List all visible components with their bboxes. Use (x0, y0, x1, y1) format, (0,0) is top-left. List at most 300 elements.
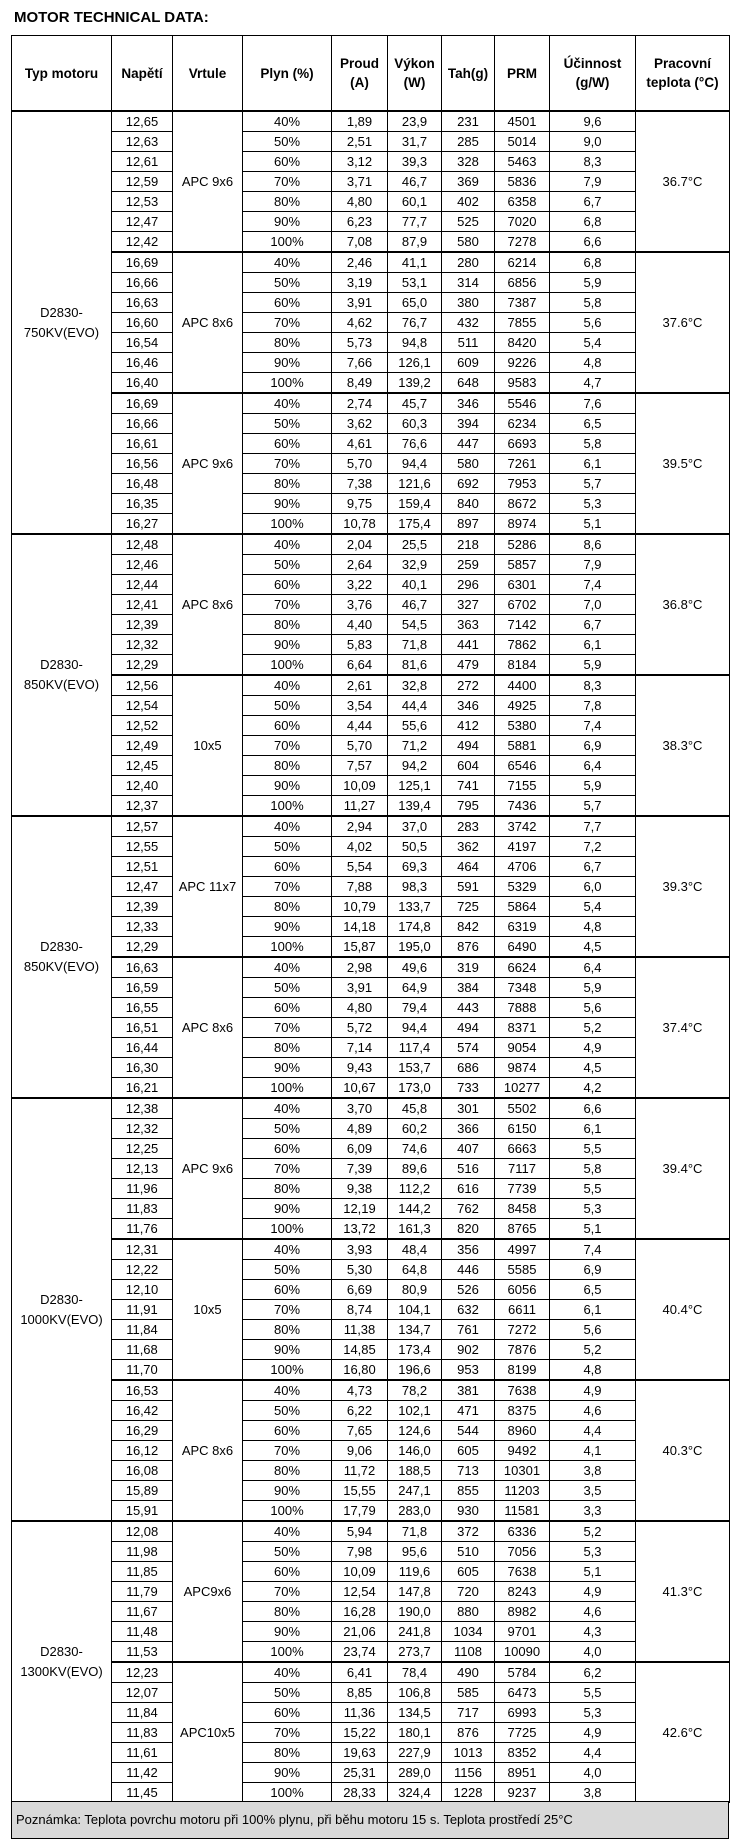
rpm-cell: 4400 (495, 675, 550, 696)
efficiency-cell: 4,0 (550, 1642, 636, 1663)
table-row (12, 393, 730, 414)
thrust-cell: 897 (442, 514, 495, 535)
table-row (12, 1441, 730, 1461)
rpm-cell: 10277 (495, 1078, 550, 1099)
voltage-cell: 12,61 (112, 152, 173, 172)
voltage-cell: 16,51 (112, 1018, 173, 1038)
thrust-cell: 346 (442, 393, 495, 414)
thrust-cell: 441 (442, 635, 495, 655)
thrust-cell: 283 (442, 816, 495, 837)
table-row (12, 534, 730, 555)
power-cell: 76,7 (388, 313, 442, 333)
rpm-cell: 6693 (495, 434, 550, 454)
current-cell: 7,14 (332, 1038, 388, 1058)
header-power: Výkon (W) (388, 36, 442, 112)
efficiency-cell: 5,9 (550, 978, 636, 998)
efficiency-cell: 6,5 (550, 1280, 636, 1300)
thrust-cell: 479 (442, 655, 495, 676)
voltage-cell: 11,84 (112, 1320, 173, 1340)
current-cell: 3,12 (332, 152, 388, 172)
table-row (12, 313, 730, 333)
current-cell: 2,94 (332, 816, 388, 837)
thrust-cell: 733 (442, 1078, 495, 1099)
current-cell: 6,64 (332, 655, 388, 676)
voltage-cell: 11,42 (112, 1763, 173, 1783)
table-row (12, 353, 730, 373)
power-cell: 71,8 (388, 1521, 442, 1542)
current-cell: 5,30 (332, 1260, 388, 1280)
throttle-cell: 40% (243, 1098, 332, 1119)
propeller-cell: APC 8x6 (173, 534, 243, 675)
throttle-cell: 40% (243, 111, 332, 132)
current-cell: 14,85 (332, 1340, 388, 1360)
efficiency-cell: 6,8 (550, 212, 636, 232)
table-row (12, 615, 730, 635)
efficiency-cell: 7,6 (550, 393, 636, 414)
throttle-cell: 50% (243, 555, 332, 575)
power-cell: 273,7 (388, 1642, 442, 1663)
throttle-cell: 100% (243, 1642, 332, 1663)
power-cell: 76,6 (388, 434, 442, 454)
efficiency-cell: 6,6 (550, 1098, 636, 1119)
throttle-cell: 50% (243, 1401, 332, 1421)
table-row (12, 555, 730, 575)
efficiency-cell: 7,4 (550, 575, 636, 595)
power-cell: 37,0 (388, 816, 442, 837)
power-cell: 31,7 (388, 132, 442, 152)
table-body (12, 111, 730, 1803)
efficiency-cell: 7,8 (550, 696, 636, 716)
table-row (12, 474, 730, 494)
thrust-cell: 616 (442, 1179, 495, 1199)
voltage-cell: 11,83 (112, 1723, 173, 1743)
header-efficiency: Účinnost (g/W) (550, 36, 636, 112)
power-cell: 64,9 (388, 978, 442, 998)
voltage-cell: 12,38 (112, 1098, 173, 1119)
current-cell: 4,80 (332, 998, 388, 1018)
current-cell: 3,19 (332, 273, 388, 293)
table-row (12, 414, 730, 434)
motor-type-cell: D2830-1300KV(EVO) (12, 1521, 112, 1803)
power-cell: 79,4 (388, 998, 442, 1018)
rpm-cell: 9237 (495, 1783, 550, 1803)
power-cell: 146,0 (388, 1441, 442, 1461)
rpm-cell: 9701 (495, 1622, 550, 1642)
current-cell: 4,73 (332, 1380, 388, 1401)
efficiency-cell: 5,2 (550, 1340, 636, 1360)
throttle-cell: 100% (243, 1501, 332, 1522)
thrust-cell: 580 (442, 454, 495, 474)
voltage-cell: 11,79 (112, 1582, 173, 1602)
thrust-cell: 930 (442, 1501, 495, 1522)
table-row (12, 1078, 730, 1099)
temperature-cell: 42.6°C (636, 1662, 730, 1803)
current-cell: 4,89 (332, 1119, 388, 1139)
rpm-cell: 7261 (495, 454, 550, 474)
power-cell: 32,9 (388, 555, 442, 575)
efficiency-cell: 4,4 (550, 1421, 636, 1441)
voltage-cell: 11,68 (112, 1340, 173, 1360)
efficiency-cell: 5,5 (550, 1683, 636, 1703)
voltage-cell: 12,47 (112, 877, 173, 897)
voltage-cell: 12,42 (112, 232, 173, 253)
thrust-cell: 394 (442, 414, 495, 434)
throttle-cell: 40% (243, 534, 332, 555)
thrust-cell: 686 (442, 1058, 495, 1078)
efficiency-cell: 6,7 (550, 192, 636, 212)
rpm-cell: 6993 (495, 1703, 550, 1723)
power-cell: 71,2 (388, 736, 442, 756)
temperature-cell: 40.3°C (636, 1380, 730, 1521)
efficiency-cell: 7,4 (550, 716, 636, 736)
voltage-cell: 16,40 (112, 373, 173, 394)
efficiency-cell: 4,7 (550, 373, 636, 394)
current-cell: 28,33 (332, 1783, 388, 1803)
efficiency-cell: 6,1 (550, 454, 636, 474)
current-cell: 5,70 (332, 736, 388, 756)
rpm-cell: 7638 (495, 1562, 550, 1582)
rpm-cell: 6319 (495, 917, 550, 937)
rpm-cell: 6663 (495, 1139, 550, 1159)
table-row (12, 796, 730, 817)
voltage-cell: 15,89 (112, 1481, 173, 1501)
current-cell: 5,54 (332, 857, 388, 877)
thrust-cell: 464 (442, 857, 495, 877)
current-cell: 10,67 (332, 1078, 388, 1099)
efficiency-cell: 6,1 (550, 1119, 636, 1139)
voltage-cell: 12,63 (112, 132, 173, 152)
rpm-cell: 5864 (495, 897, 550, 917)
voltage-cell: 12,08 (112, 1521, 173, 1542)
rpm-cell: 7876 (495, 1340, 550, 1360)
thrust-cell: 605 (442, 1441, 495, 1461)
voltage-cell: 16,53 (112, 1380, 173, 1401)
thrust-cell: 372 (442, 1521, 495, 1542)
propeller-cell: APC 8x6 (173, 1380, 243, 1521)
throttle-cell: 90% (243, 1622, 332, 1642)
thrust-cell: 820 (442, 1219, 495, 1240)
voltage-cell: 12,44 (112, 575, 173, 595)
rpm-cell: 6856 (495, 273, 550, 293)
table-row (12, 1783, 730, 1803)
voltage-cell: 16,35 (112, 494, 173, 514)
voltage-cell: 16,44 (112, 1038, 173, 1058)
voltage-cell: 12,40 (112, 776, 173, 796)
current-cell: 9,75 (332, 494, 388, 514)
efficiency-cell: 5,3 (550, 1542, 636, 1562)
voltage-cell: 12,07 (112, 1683, 173, 1703)
table-row (12, 1421, 730, 1441)
table-row (12, 998, 730, 1018)
table-row (12, 454, 730, 474)
efficiency-cell: 4,2 (550, 1078, 636, 1099)
power-cell: 94,2 (388, 756, 442, 776)
power-cell: 147,8 (388, 1582, 442, 1602)
table-row (12, 1119, 730, 1139)
table-row (12, 1703, 730, 1723)
thrust-cell: 876 (442, 1723, 495, 1743)
current-cell: 7,38 (332, 474, 388, 494)
table-row (12, 1098, 730, 1119)
efficiency-cell: 8,6 (550, 534, 636, 555)
voltage-cell: 16,59 (112, 978, 173, 998)
table-row (12, 696, 730, 716)
efficiency-cell: 4,5 (550, 1058, 636, 1078)
throttle-cell: 70% (243, 595, 332, 615)
rpm-cell: 6702 (495, 595, 550, 615)
throttle-cell: 80% (243, 1743, 332, 1763)
current-cell: 10,09 (332, 1562, 388, 1582)
table-row (12, 816, 730, 837)
table-row (12, 1461, 730, 1481)
propeller-cell: 10x5 (173, 1239, 243, 1380)
thrust-cell: 525 (442, 212, 495, 232)
current-cell: 15,87 (332, 937, 388, 958)
header-temperature: Pracovní teplota (°C) (636, 36, 730, 112)
current-cell: 7,65 (332, 1421, 388, 1441)
motor-type-cell: D2830-850KV(EVO) (12, 534, 112, 816)
thrust-cell: 761 (442, 1320, 495, 1340)
current-cell: 9,06 (332, 1441, 388, 1461)
efficiency-cell: 6,4 (550, 756, 636, 776)
voltage-cell: 16,48 (112, 474, 173, 494)
thrust-cell: 762 (442, 1199, 495, 1219)
efficiency-cell: 5,7 (550, 474, 636, 494)
current-cell: 6,69 (332, 1280, 388, 1300)
header-voltage: Napětí (112, 36, 173, 112)
current-cell: 3,22 (332, 575, 388, 595)
current-cell: 5,73 (332, 333, 388, 353)
rpm-cell: 8974 (495, 514, 550, 535)
throttle-cell: 90% (243, 917, 332, 937)
efficiency-cell: 5,7 (550, 796, 636, 817)
voltage-cell: 11,98 (112, 1542, 173, 1562)
throttle-cell: 60% (243, 1280, 332, 1300)
efficiency-cell: 3,8 (550, 1783, 636, 1803)
throttle-cell: 70% (243, 1723, 332, 1743)
efficiency-cell: 6,8 (550, 252, 636, 273)
table-row (12, 172, 730, 192)
efficiency-cell: 7,9 (550, 172, 636, 192)
current-cell: 3,91 (332, 293, 388, 313)
current-cell: 10,79 (332, 897, 388, 917)
rpm-cell: 10090 (495, 1642, 550, 1663)
temperature-cell: 37.6°C (636, 252, 730, 393)
throttle-cell: 40% (243, 816, 332, 837)
throttle-cell: 60% (243, 1139, 332, 1159)
thrust-cell: 471 (442, 1401, 495, 1421)
temperature-cell: 38.3°C (636, 675, 730, 816)
power-cell: 190,0 (388, 1602, 442, 1622)
thrust-cell: 272 (442, 675, 495, 696)
thrust-cell: 494 (442, 736, 495, 756)
throttle-cell: 100% (243, 232, 332, 253)
table-row (12, 978, 730, 998)
table-row (12, 514, 730, 535)
efficiency-cell: 5,9 (550, 273, 636, 293)
rpm-cell: 9583 (495, 373, 550, 394)
efficiency-cell: 5,3 (550, 494, 636, 514)
voltage-cell: 12,53 (112, 192, 173, 212)
voltage-cell: 16,63 (112, 957, 173, 978)
voltage-cell: 12,52 (112, 716, 173, 736)
efficiency-cell: 5,6 (550, 1320, 636, 1340)
propeller-cell: APC10x5 (173, 1662, 243, 1803)
rpm-cell: 5380 (495, 716, 550, 736)
throttle-cell: 40% (243, 675, 332, 696)
power-cell: 161,3 (388, 1219, 442, 1240)
efficiency-cell: 4,0 (550, 1763, 636, 1783)
rpm-cell: 8371 (495, 1018, 550, 1038)
rpm-cell: 5286 (495, 534, 550, 555)
voltage-cell: 16,66 (112, 414, 173, 434)
efficiency-cell: 6,4 (550, 957, 636, 978)
thrust-cell: 432 (442, 313, 495, 333)
table-row (12, 494, 730, 514)
voltage-cell: 16,08 (112, 1461, 173, 1481)
power-cell: 173,0 (388, 1078, 442, 1099)
table-row (12, 111, 730, 132)
current-cell: 11,27 (332, 796, 388, 817)
thrust-cell: 855 (442, 1481, 495, 1501)
power-cell: 117,4 (388, 1038, 442, 1058)
rpm-cell: 7436 (495, 796, 550, 817)
current-cell: 11,36 (332, 1703, 388, 1723)
efficiency-cell: 5,5 (550, 1139, 636, 1159)
throttle-cell: 70% (243, 877, 332, 897)
rpm-cell: 9874 (495, 1058, 550, 1078)
thrust-cell: 366 (442, 1119, 495, 1139)
thrust-cell: 725 (442, 897, 495, 917)
footnote: Poznámka: Teplota povrchu motoru při 100% plynu, při běhu motoru 15 s. Teplota prostředí 25°C (11, 1801, 729, 1839)
current-cell: 15,55 (332, 1481, 388, 1501)
voltage-cell: 16,21 (112, 1078, 173, 1099)
table-row (12, 1300, 730, 1320)
power-cell: 104,1 (388, 1300, 442, 1320)
throttle-cell: 40% (243, 393, 332, 414)
efficiency-cell: 5,2 (550, 1521, 636, 1542)
thrust-cell: 314 (442, 273, 495, 293)
efficiency-cell: 5,8 (550, 1159, 636, 1179)
rpm-cell: 9226 (495, 353, 550, 373)
header-motor-type: Typ motoru (12, 36, 112, 112)
header-thrust: Tah(g) (442, 36, 495, 112)
voltage-cell: 12,39 (112, 897, 173, 917)
current-cell: 4,61 (332, 434, 388, 454)
table-row (12, 1058, 730, 1078)
throttle-cell: 70% (243, 1300, 332, 1320)
power-cell: 69,3 (388, 857, 442, 877)
current-cell: 4,44 (332, 716, 388, 736)
power-cell: 175,4 (388, 514, 442, 535)
current-cell: 6,09 (332, 1139, 388, 1159)
thrust-cell: 443 (442, 998, 495, 1018)
throttle-cell: 80% (243, 1038, 332, 1058)
propeller-cell: APC 9x6 (173, 1098, 243, 1239)
temperature-cell: 40.4°C (636, 1239, 730, 1380)
efficiency-cell: 5,1 (550, 1562, 636, 1582)
efficiency-cell: 6,0 (550, 877, 636, 897)
throttle-cell: 80% (243, 1461, 332, 1481)
current-cell: 5,83 (332, 635, 388, 655)
throttle-cell: 100% (243, 1783, 332, 1803)
voltage-cell: 16,30 (112, 1058, 173, 1078)
rpm-cell: 6234 (495, 414, 550, 434)
current-cell: 11,38 (332, 1320, 388, 1340)
current-cell: 16,28 (332, 1602, 388, 1622)
table-row (12, 1340, 730, 1360)
rpm-cell: 7278 (495, 232, 550, 253)
efficiency-cell: 5,5 (550, 1179, 636, 1199)
table-row (12, 1199, 730, 1219)
table-row (12, 776, 730, 796)
throttle-cell: 90% (243, 1481, 332, 1501)
efficiency-cell: 5,9 (550, 655, 636, 676)
voltage-cell: 12,32 (112, 635, 173, 655)
motor-type-cell: D2830-850KV(EVO) (12, 816, 112, 1098)
rpm-cell: 8765 (495, 1219, 550, 1240)
voltage-cell: 12,48 (112, 534, 173, 555)
rpm-cell: 8375 (495, 1401, 550, 1421)
thrust-cell: 516 (442, 1159, 495, 1179)
thrust-cell: 585 (442, 1683, 495, 1703)
efficiency-cell: 5,6 (550, 998, 636, 1018)
thrust-cell: 713 (442, 1461, 495, 1481)
throttle-cell: 80% (243, 1602, 332, 1622)
throttle-cell: 100% (243, 514, 332, 535)
throttle-cell: 60% (243, 1421, 332, 1441)
power-cell: 53,1 (388, 273, 442, 293)
throttle-cell: 50% (243, 1683, 332, 1703)
current-cell: 23,74 (332, 1642, 388, 1663)
power-cell: 44,4 (388, 696, 442, 716)
efficiency-cell: 7,4 (550, 1239, 636, 1260)
header-propeller: Vrtule (173, 36, 243, 112)
table-row (12, 917, 730, 937)
rpm-cell: 7855 (495, 313, 550, 333)
current-cell: 6,23 (332, 212, 388, 232)
thrust-cell: 363 (442, 615, 495, 635)
current-cell: 7,39 (332, 1159, 388, 1179)
voltage-cell: 16,12 (112, 1441, 173, 1461)
power-cell: 180,1 (388, 1723, 442, 1743)
power-cell: 71,8 (388, 635, 442, 655)
table-row (12, 1582, 730, 1602)
efficiency-cell: 9,0 (550, 132, 636, 152)
thrust-cell: 231 (442, 111, 495, 132)
voltage-cell: 12,45 (112, 756, 173, 776)
power-cell: 95,6 (388, 1542, 442, 1562)
rpm-cell: 6336 (495, 1521, 550, 1542)
throttle-cell: 90% (243, 1340, 332, 1360)
rpm-cell: 7142 (495, 615, 550, 635)
throttle-cell: 90% (243, 1763, 332, 1783)
current-cell: 2,46 (332, 252, 388, 273)
throttle-cell: 60% (243, 716, 332, 736)
efficiency-cell: 6,7 (550, 615, 636, 635)
efficiency-cell: 4,6 (550, 1602, 636, 1622)
power-cell: 195,0 (388, 937, 442, 958)
voltage-cell: 11,48 (112, 1622, 173, 1642)
current-cell: 9,38 (332, 1179, 388, 1199)
rpm-cell: 6358 (495, 192, 550, 212)
efficiency-cell: 6,9 (550, 736, 636, 756)
table-row (12, 1622, 730, 1642)
voltage-cell: 12,41 (112, 595, 173, 615)
throttle-cell: 50% (243, 837, 332, 857)
current-cell: 5,70 (332, 454, 388, 474)
propeller-cell: APC 9x6 (173, 393, 243, 534)
